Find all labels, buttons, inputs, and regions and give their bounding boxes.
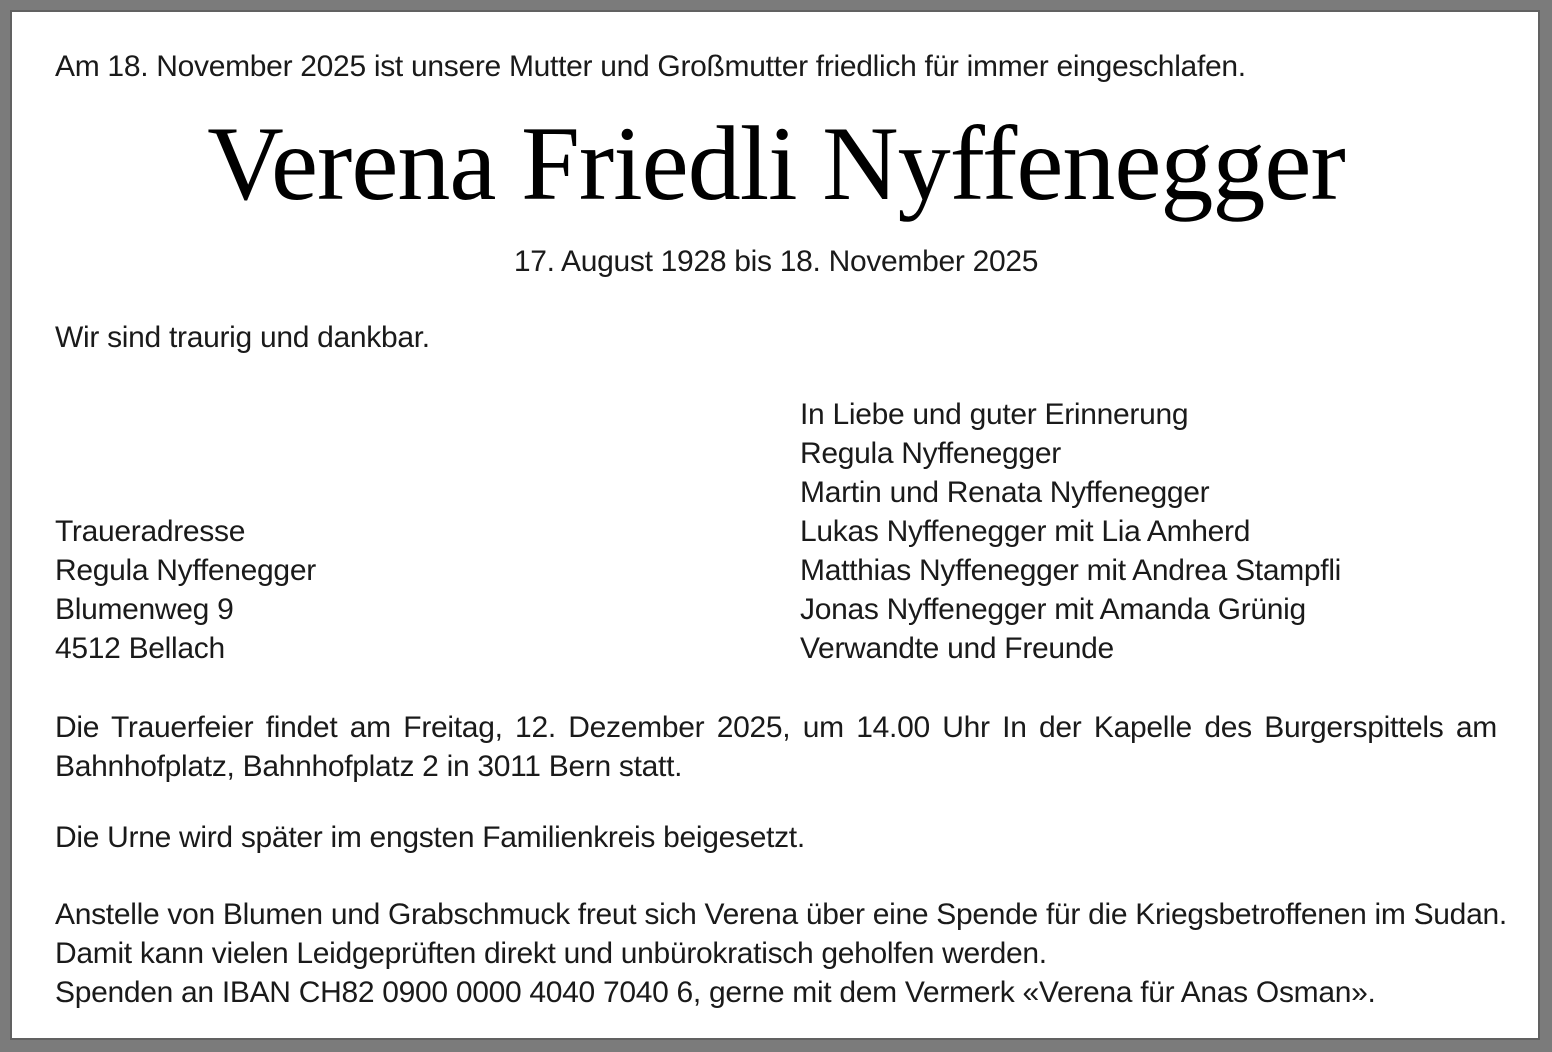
family-list-line: Martin und Renata Nyffenegger bbox=[800, 476, 1210, 509]
family-list-line: In Liebe und guter Erinnerung bbox=[800, 398, 1189, 431]
death-announcement-line: Am 18. November 2025 ist unsere Mutter und Großmutter friedlich für immer eingeschlafen. bbox=[55, 50, 1246, 83]
mourning-address-line: 4512 Bellach bbox=[55, 632, 225, 665]
mourning-address-line: Regula Nyffenegger bbox=[55, 554, 316, 587]
urn-burial-statement: Die Urne wird später im engsten Familienkreis beigesetzt. bbox=[55, 821, 805, 854]
sorrow-statement: Wir sind traurig und dankbar. bbox=[55, 321, 430, 354]
mourning-address-line: Blumenweg 9 bbox=[55, 593, 234, 626]
donation-line: Anstelle von Blumen und Grabschmuck freut sich Verena über eine Spende für die Kriegsbetroffenen im Sudan. bbox=[55, 898, 1507, 931]
mourning-address-label: Traueradresse bbox=[55, 515, 246, 548]
funeral-service-line: Die Trauerfeier findet am Freitag, 12. Dezember 2025, um 14.00 Uhr In der Kapelle des Burgerspittels am bbox=[55, 711, 1497, 744]
family-list-line: Jonas Nyffenegger mit Amanda Grünig bbox=[800, 593, 1306, 626]
obituary-page bbox=[10, 10, 1540, 1040]
funeral-service-line: Bahnhofplatz, Bahnhofplatz 2 in 3011 Bern statt. bbox=[55, 750, 683, 783]
family-list-line: Lukas Nyffenegger mit Lia Amherd bbox=[800, 515, 1251, 548]
donation-paragraph bbox=[55, 895, 1507, 1012]
mourning-address-block bbox=[55, 512, 800, 668]
donation-line: Damit kann vielen Leidgeprüften direkt und unbürokratisch geholfen werden. bbox=[55, 937, 1047, 970]
donation-line: Spenden an IBAN CH82 0900 0000 4040 7040 6, gerne mit dem Vermerk «Verena für Anas Osman». bbox=[55, 976, 1376, 1009]
address-and-family-columns bbox=[55, 395, 1497, 668]
deceased-name-title: Verena Friedli Nyffenegger bbox=[207, 105, 1345, 222]
family-list-line: Regula Nyffenegger bbox=[800, 437, 1061, 470]
family-list-line: Verwandte und Freunde bbox=[800, 632, 1114, 665]
family-list-block bbox=[800, 395, 1497, 668]
funeral-service-paragraph bbox=[55, 708, 1497, 786]
family-list-line: Matthias Nyffenegger mit Andrea Stampfli bbox=[800, 554, 1342, 587]
life-dates: 17. August 1928 bis 18. November 2025 bbox=[513, 245, 1039, 278]
